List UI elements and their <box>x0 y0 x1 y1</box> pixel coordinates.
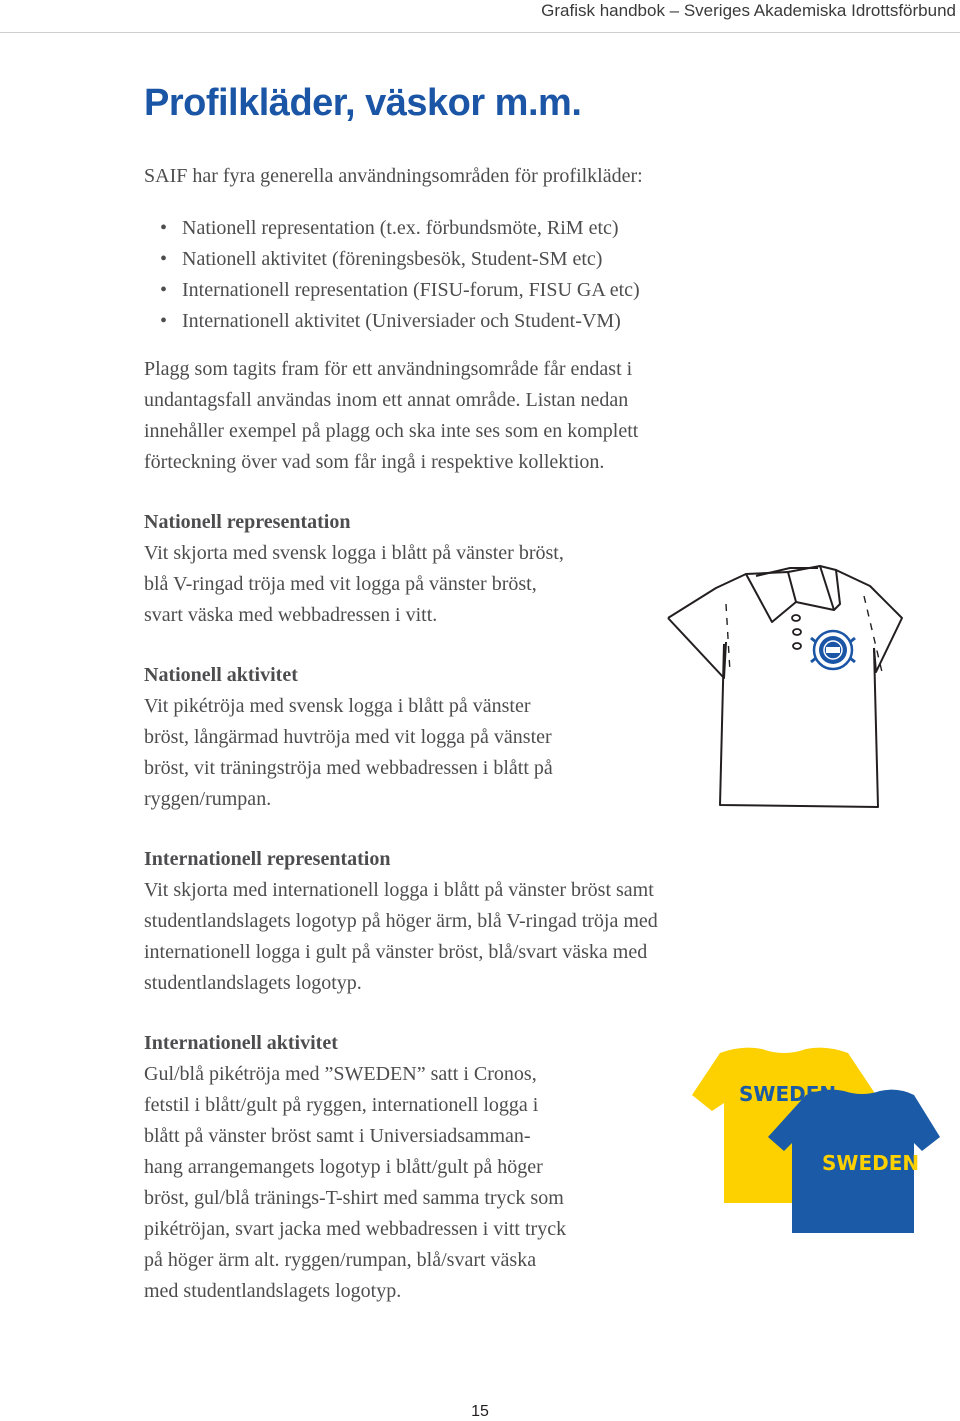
section-line: med studentlandslagets logotyp. <box>144 1280 402 1302</box>
section-internationell-representation <box>144 844 658 999</box>
section-line: Gul/blå pikétröja med ”SWEDEN” satt i Cronos, <box>144 1063 537 1085</box>
button-placket-icon <box>792 615 801 649</box>
page-title: Profilkläder, väskor m.m. <box>144 82 582 124</box>
blue-shirt-label: SWEDEN <box>822 1151 920 1175</box>
section-line: hang arrangemangets logotyp i blått/gult på höger <box>144 1156 543 1178</box>
intro-text: SAIF har fyra generella användningsområden för profilkläder: <box>144 165 643 187</box>
section-line: bröst, vit träningströja med webbadressen i blått på <box>144 757 553 779</box>
page-number: 15 <box>471 1403 489 1420</box>
paragraph-line: innehåller exempel på plagg och ska inte ses som en komplett <box>144 420 639 442</box>
section-heading: Nationell representation <box>144 511 351 533</box>
paragraph-line: undantagsfall användas inom ett annat område. Listan nedan <box>144 389 629 411</box>
section-line: internationell logga i gult på vänster bröst, blå/svart väska med <box>144 941 648 963</box>
section-line: Vit skjorta med svensk logga i blått på vänster bröst, <box>144 542 564 564</box>
saif-emblem-icon <box>811 631 855 669</box>
section-heading: Internationell aktivitet <box>144 1032 338 1054</box>
section-nationell-aktivitet <box>144 660 553 815</box>
section-line: pikétröjan, svart jacka med webbadressen i vitt tryck <box>144 1218 567 1240</box>
list-item: • Internationell aktivitet (Universiader och Student-VM) <box>144 306 640 337</box>
usage-paragraph <box>144 354 638 478</box>
section-line: bröst, långärmad huvtröja med vit logga på vänster <box>144 726 552 748</box>
section-line: svart väska med webbadressen i vitt. <box>144 604 438 626</box>
section-line: studentlandslagets logotyp. <box>144 972 362 994</box>
section-line: fetstil i blått/gult på ryggen, internationell logga i <box>144 1094 539 1116</box>
section-line: ryggen/rumpan. <box>144 788 272 810</box>
section-line: Vit pikétröja med svensk logga i blått på vänster <box>144 695 531 717</box>
section-internationell-aktivitet <box>144 1028 566 1307</box>
usage-area-list <box>144 213 640 337</box>
section-line: Vit skjorta med internationell logga i blått på vänster bröst samt <box>144 879 654 901</box>
list-item: • Internationell representation (FISU-forum, FISU GA etc) <box>144 275 640 306</box>
section-heading: Nationell aktivitet <box>144 664 298 686</box>
paragraph-line: förteckning över vad som får ingå i respektive kollektion. <box>144 451 605 473</box>
section-line: bröst, gul/blå tränings-T-shirt med samma tryck som <box>144 1187 564 1209</box>
section-line: blå V-ringad tröja med vit logga på vänster bröst, <box>144 573 537 595</box>
section-line: studentlandslagets logotyp på höger ärm, blå V-ringad tröja med <box>144 910 658 932</box>
paragraph-line: Plagg som tagits fram för ett användningsområde får endast i <box>144 358 633 380</box>
list-item: • Nationell aktivitet (föreningsbesök, Student-SM etc) <box>144 244 640 275</box>
polo-shirt-illustration <box>666 562 906 812</box>
section-nationell-representation <box>144 507 564 631</box>
header-divider <box>0 32 960 33</box>
running-header: Grafisk handbok – Sveriges Akademiska Idrottsförbund <box>541 1 956 20</box>
section-line: blått på vänster bröst samt i Universiadsamman- <box>144 1125 531 1147</box>
section-line: på höger ärm alt. ryggen/rumpan, blå/svart väska <box>144 1249 537 1271</box>
sweden-tshirts-illustration <box>692 1043 940 1233</box>
section-heading: Internationell representation <box>144 848 391 870</box>
yellow-shirt-label: SWEDEN <box>739 1082 837 1106</box>
list-item: • Nationell representation (t.ex. förbundsmöte, RiM etc) <box>144 213 640 244</box>
